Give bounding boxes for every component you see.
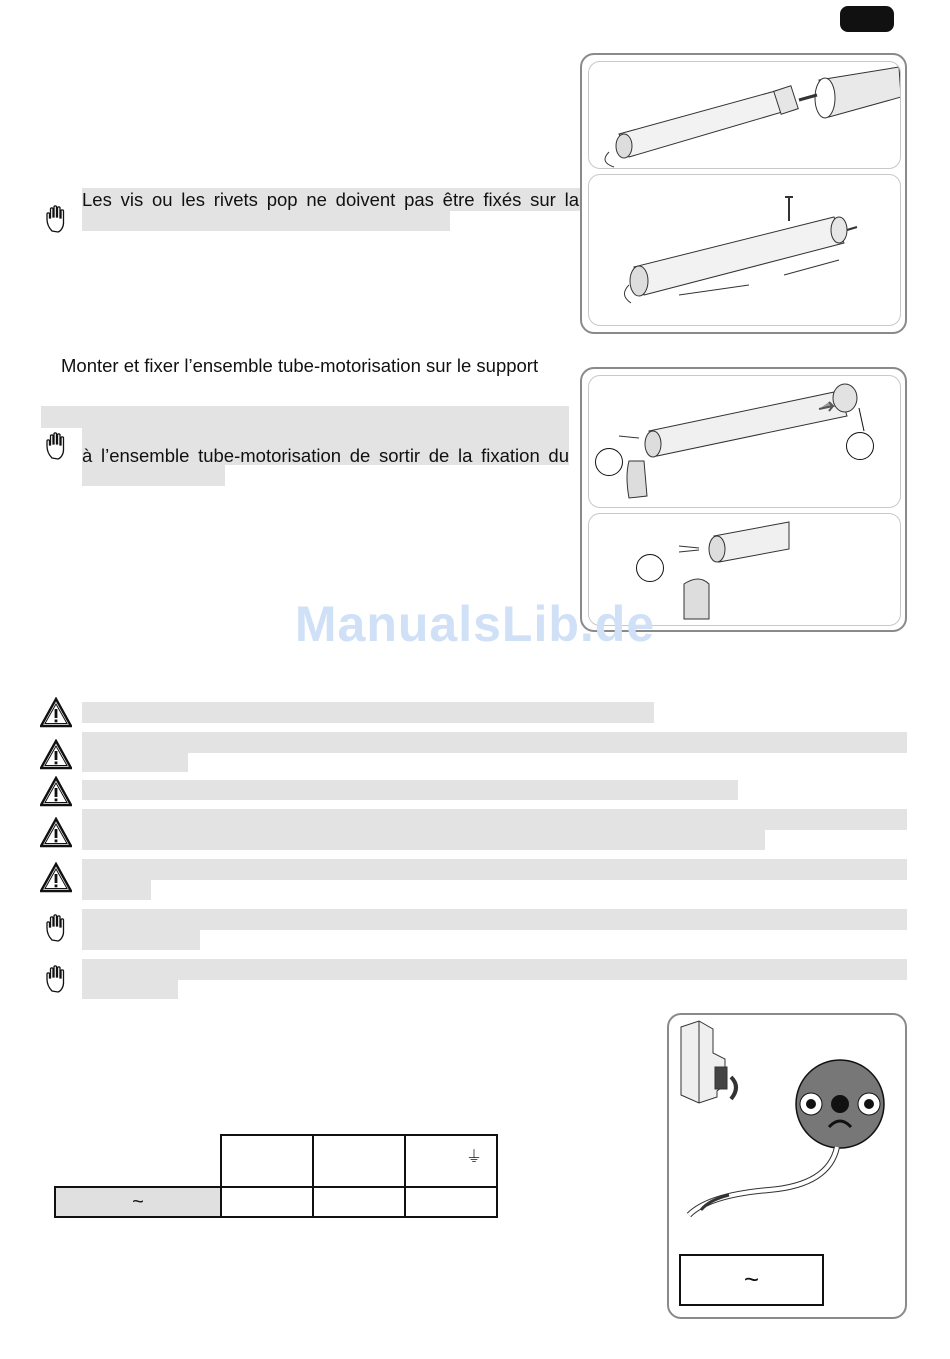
figure-motor-insertion [580,53,907,334]
warning-bar-3 [82,780,738,800]
note-highlight-top-2 [82,211,450,231]
warning-bar-1 [82,702,654,723]
hand-icon [42,430,74,462]
warning-triangle-icon [40,862,72,894]
figure-power-connection [667,1013,907,1319]
page-tab [840,6,894,32]
wiring-corner-cell [55,1135,221,1187]
wiring-table [54,1134,498,1218]
wiring-supply-row [55,1187,497,1217]
hand-note-bar-1a [82,909,907,930]
supply-label-cell: ~ [55,1187,221,1217]
warning-bar-4b [82,830,765,850]
wiring-header-row [55,1135,497,1187]
wiring-cell-3 [405,1187,497,1217]
screw-fixing-illustration [589,175,901,326]
wiring-cell-2 [313,1187,405,1217]
wiring-header-cell-earth [405,1135,497,1187]
warning-bar-2a [82,732,907,753]
figure-panel-1a [588,61,901,169]
note-highlight-mount-3 [82,465,225,486]
callout-circle-a [595,448,623,476]
ac-supply-box: ~ [679,1254,824,1306]
motor-insert-illustration [589,62,901,169]
warning-bar-2b [82,753,188,772]
warning-triangle-icon [40,697,72,729]
warning-triangle-icon [40,739,72,771]
watermark: ManualsLib.de [294,596,656,652]
figure-panel-2a [588,375,901,508]
warning-bar-4a [82,809,907,830]
note-text-screws: Les vis ou les rivets pop ne doivent pas être fixés sur la [82,189,579,210]
wiring-cell-1 [221,1187,313,1217]
instruction-mount: Monter et fixer l’ensemble tube-motorisation sur le support [61,355,539,376]
note-highlight-mount-1 [41,406,569,428]
hand-icon [42,963,74,995]
warning-bar-5b [82,880,151,900]
hand-note-bar-1b [82,930,200,950]
callout-circle-b [846,432,874,460]
note-text-mount: à l’ensemble tube-motorisation de sortir de la fixation du [82,445,569,466]
warning-triangle-icon [40,776,72,808]
hand-icon [42,912,74,944]
wiring-header-cell-2 [313,1135,405,1187]
callout-circle-c [636,554,664,582]
wiring-header-cell-1 [221,1135,313,1187]
earth-symbol: ⏚ [465,1149,482,1166]
hand-icon [42,203,74,235]
warning-bar-5a [82,859,907,880]
figure-tube-mounting [580,367,907,632]
warning-triangle-icon [40,817,72,849]
hand-note-bar-2a [82,959,907,980]
hand-note-bar-2b [82,980,178,999]
figure-panel-1b [588,174,901,326]
